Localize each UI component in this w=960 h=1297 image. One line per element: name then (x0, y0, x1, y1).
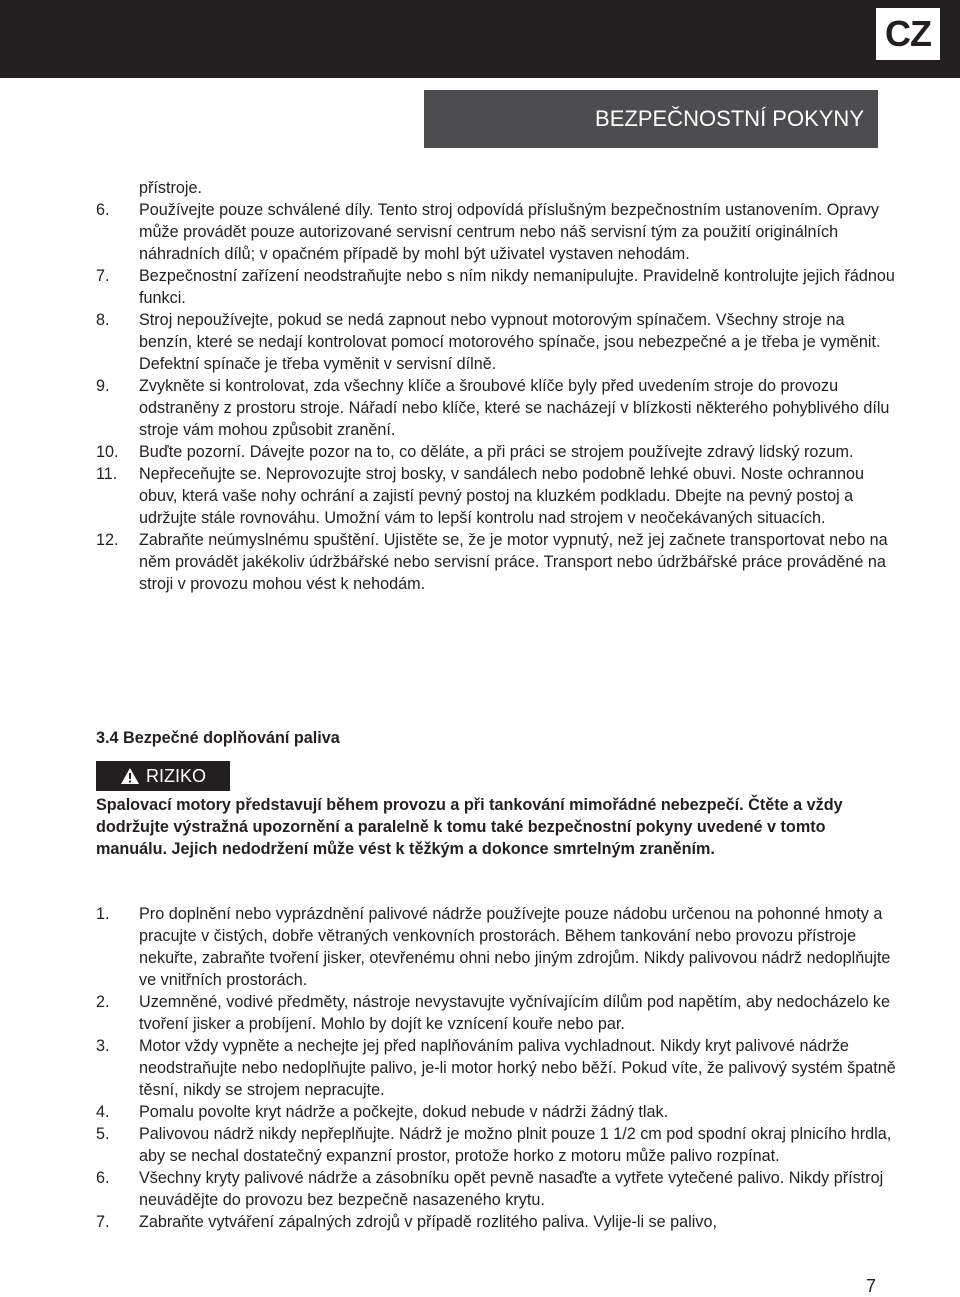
item-number: 8. (96, 311, 110, 329)
item-number: 7. (96, 267, 110, 285)
fuel-safety-list (96, 903, 896, 1233)
list-continuation: přístroje. (139, 179, 202, 197)
list-item (96, 903, 896, 991)
section-heading: 3.4 Bezpečné doplňování paliva (96, 729, 340, 747)
item-text: Stroj nepoužívejte, pokud se nedá zapnout nebo vypnout motorovým spínačem. Všechny stroje na benzín, které se nedají kontrolovat pomocí motorového spínače, jsou nebezpečné a je třeba je vyměnit. Defektní spínače je třeba vyměnit v servisní dílně. (139, 311, 881, 373)
item-text: Zvykněte si kontrolovat, zda všechny klíče a šroubové klíče byly před uvedením stroje do provozu odstraněny z prostoru stroje. Nářadí nebo klíče, které se nacházejí v blízkosti některého pohyblivého dílu stroje vám mohou způsobit zranění. (139, 377, 890, 439)
item-text: Všechny kryty palivové nádrže a zásobníku opět pevně nasaďte a vytřete vytečené palivo. Nikdy přístroj neuvádějte do provozu bez bezpečně nasazeného krytu. (139, 1169, 884, 1209)
top-bar (0, 0, 960, 78)
item-text: Používejte pouze schválené díly. Tento stroj odpovídá příslušným bezpečnostním ustanovením. Opravy může provádět pouze autorizované servisní centrum nebo náš servisní tým za použití originálních náhradních dílů; v opačném případě by mohl být uživatel vystaven nehodám. (139, 201, 879, 263)
list-item (96, 991, 896, 1035)
safety-list-continued (96, 177, 896, 595)
item-text: Pro doplnění nebo vyprázdnění palivové nádrže používejte pouze nádobu určenou na pohonné hmoty a pracujte v čistých, dobře větraných venkovních prostorách. Během tankování nebo provozu přístroje nekuřte, zabraňte tvoření jisker, otevřenému ohni nebo jiným zdrojům. Nikdy palivovou nádrž nedoplňujte ve vnitřních prostorách. (139, 905, 891, 989)
list-item (96, 265, 896, 309)
list-item (96, 309, 896, 375)
item-number: 12. (96, 531, 119, 549)
item-text: Buďte pozorní. Dávejte pozor na to, co děláte, a při práci se strojem používejte zdravý lidský rozum. (139, 443, 854, 461)
list-item (96, 1035, 896, 1101)
item-text: Uzemněné, vodivé předměty, nástroje nevystavujte vyčnívajícím dílům pod napětím, aby nedocházelo ke tvoření jisker a probíjení. Mohlo by dojít ke vznícení kouře nebo par. (139, 993, 891, 1033)
item-number: 3. (96, 1037, 110, 1055)
list-item (96, 1101, 896, 1123)
list-item (96, 1123, 896, 1167)
item-text: Zabraňte neúmyslnému spuštění. Ujistěte se, že je motor vypnutý, než jej začnete transportovat nebo na něm provádět jakékoliv údržbářské nebo servisní práce. Transport nebo údržbářské práce prováděné na stroji v provozu mohou vést k nehodám. (139, 531, 888, 593)
page-number: 7 (866, 1276, 877, 1296)
item-number: 6. (96, 201, 110, 219)
item-text: Motor vždy vypněte a nechejte jej před naplňováním paliva vychladnout. Nikdy kryt palivové nádrže neodstraňujte nebo nedoplňujte palivo, je-li motor horký nebo běží. Pokud víte, že palivový systém špatně těsní, nikdy se strojem nepracujte. (139, 1037, 896, 1099)
item-text: Nepřeceňujte se. Neprovozujte stroj bosky, v sandálech nebo podobně lehké obuvi. Noste ochrannou obuv, která vaše nohy ochrání a zajistí pevný postoj na kluzkém podkladu. Dbejte na pevný postoj a udržujte stále rovnováhu. Umožní vám to lepší kontrolu nad strojem v neočekávaných situacích. (139, 465, 864, 527)
list-item (96, 1167, 896, 1211)
risk-label: RIZIKO (145, 765, 206, 786)
warning-paragraph: Spalovací motory představují během provozu a při tankování mimořádné nebezpečí. Čtěte a vždy dodržujte výstražná upozornění a paralelně k tomu také bezpečnostní pokyny uvedené v tomto manuálu. Jejich nedodržení může vést k těžkým a dokonce smrtelným zraněním. (96, 796, 843, 858)
section-banner: BEZPEČNOSTNÍ POKYNY (424, 90, 878, 148)
item-number: 9. (96, 377, 110, 395)
item-number: 5. (96, 1125, 110, 1143)
list-item (96, 463, 896, 529)
item-text: Zabraňte vytváření zápalných zdrojů v případě rozlitého paliva. Vylije-li se palivo, (139, 1213, 717, 1231)
language-badge: CZ (876, 8, 940, 60)
item-number: 10. (96, 443, 119, 461)
list-item (96, 529, 896, 595)
item-number: 11. (96, 465, 118, 483)
list-item (96, 1211, 896, 1233)
item-number: 1. (96, 905, 110, 923)
list-item (96, 199, 896, 265)
item-number: 7. (96, 1213, 110, 1231)
item-number: 6. (96, 1169, 110, 1187)
item-text: Palivovou nádrž nikdy nepřeplňujte. Nádrž je možno plnit pouze 1 1/2 cm pod spodní okraj plnicího hrdla, aby se nechal dostatečný expanzní prostor, protože horko z motoru může palivo rozpínat. (139, 1125, 892, 1165)
list-item (96, 441, 896, 463)
item-text: Pomalu povolte kryt nádrže a počkejte, dokud nebude v nádrži žádný tlak. (139, 1103, 669, 1121)
item-number: 2. (96, 993, 110, 1011)
risk-badge (96, 761, 230, 791)
item-text: Bezpečnostní zařízení neodstraňujte nebo s ním nikdy nemanipulujte. Pravidelně kontrolujte jejich řádnou funkci. (139, 267, 895, 307)
warning-triangle-icon (120, 767, 140, 785)
list-item (96, 375, 896, 441)
item-number: 4. (96, 1103, 110, 1121)
